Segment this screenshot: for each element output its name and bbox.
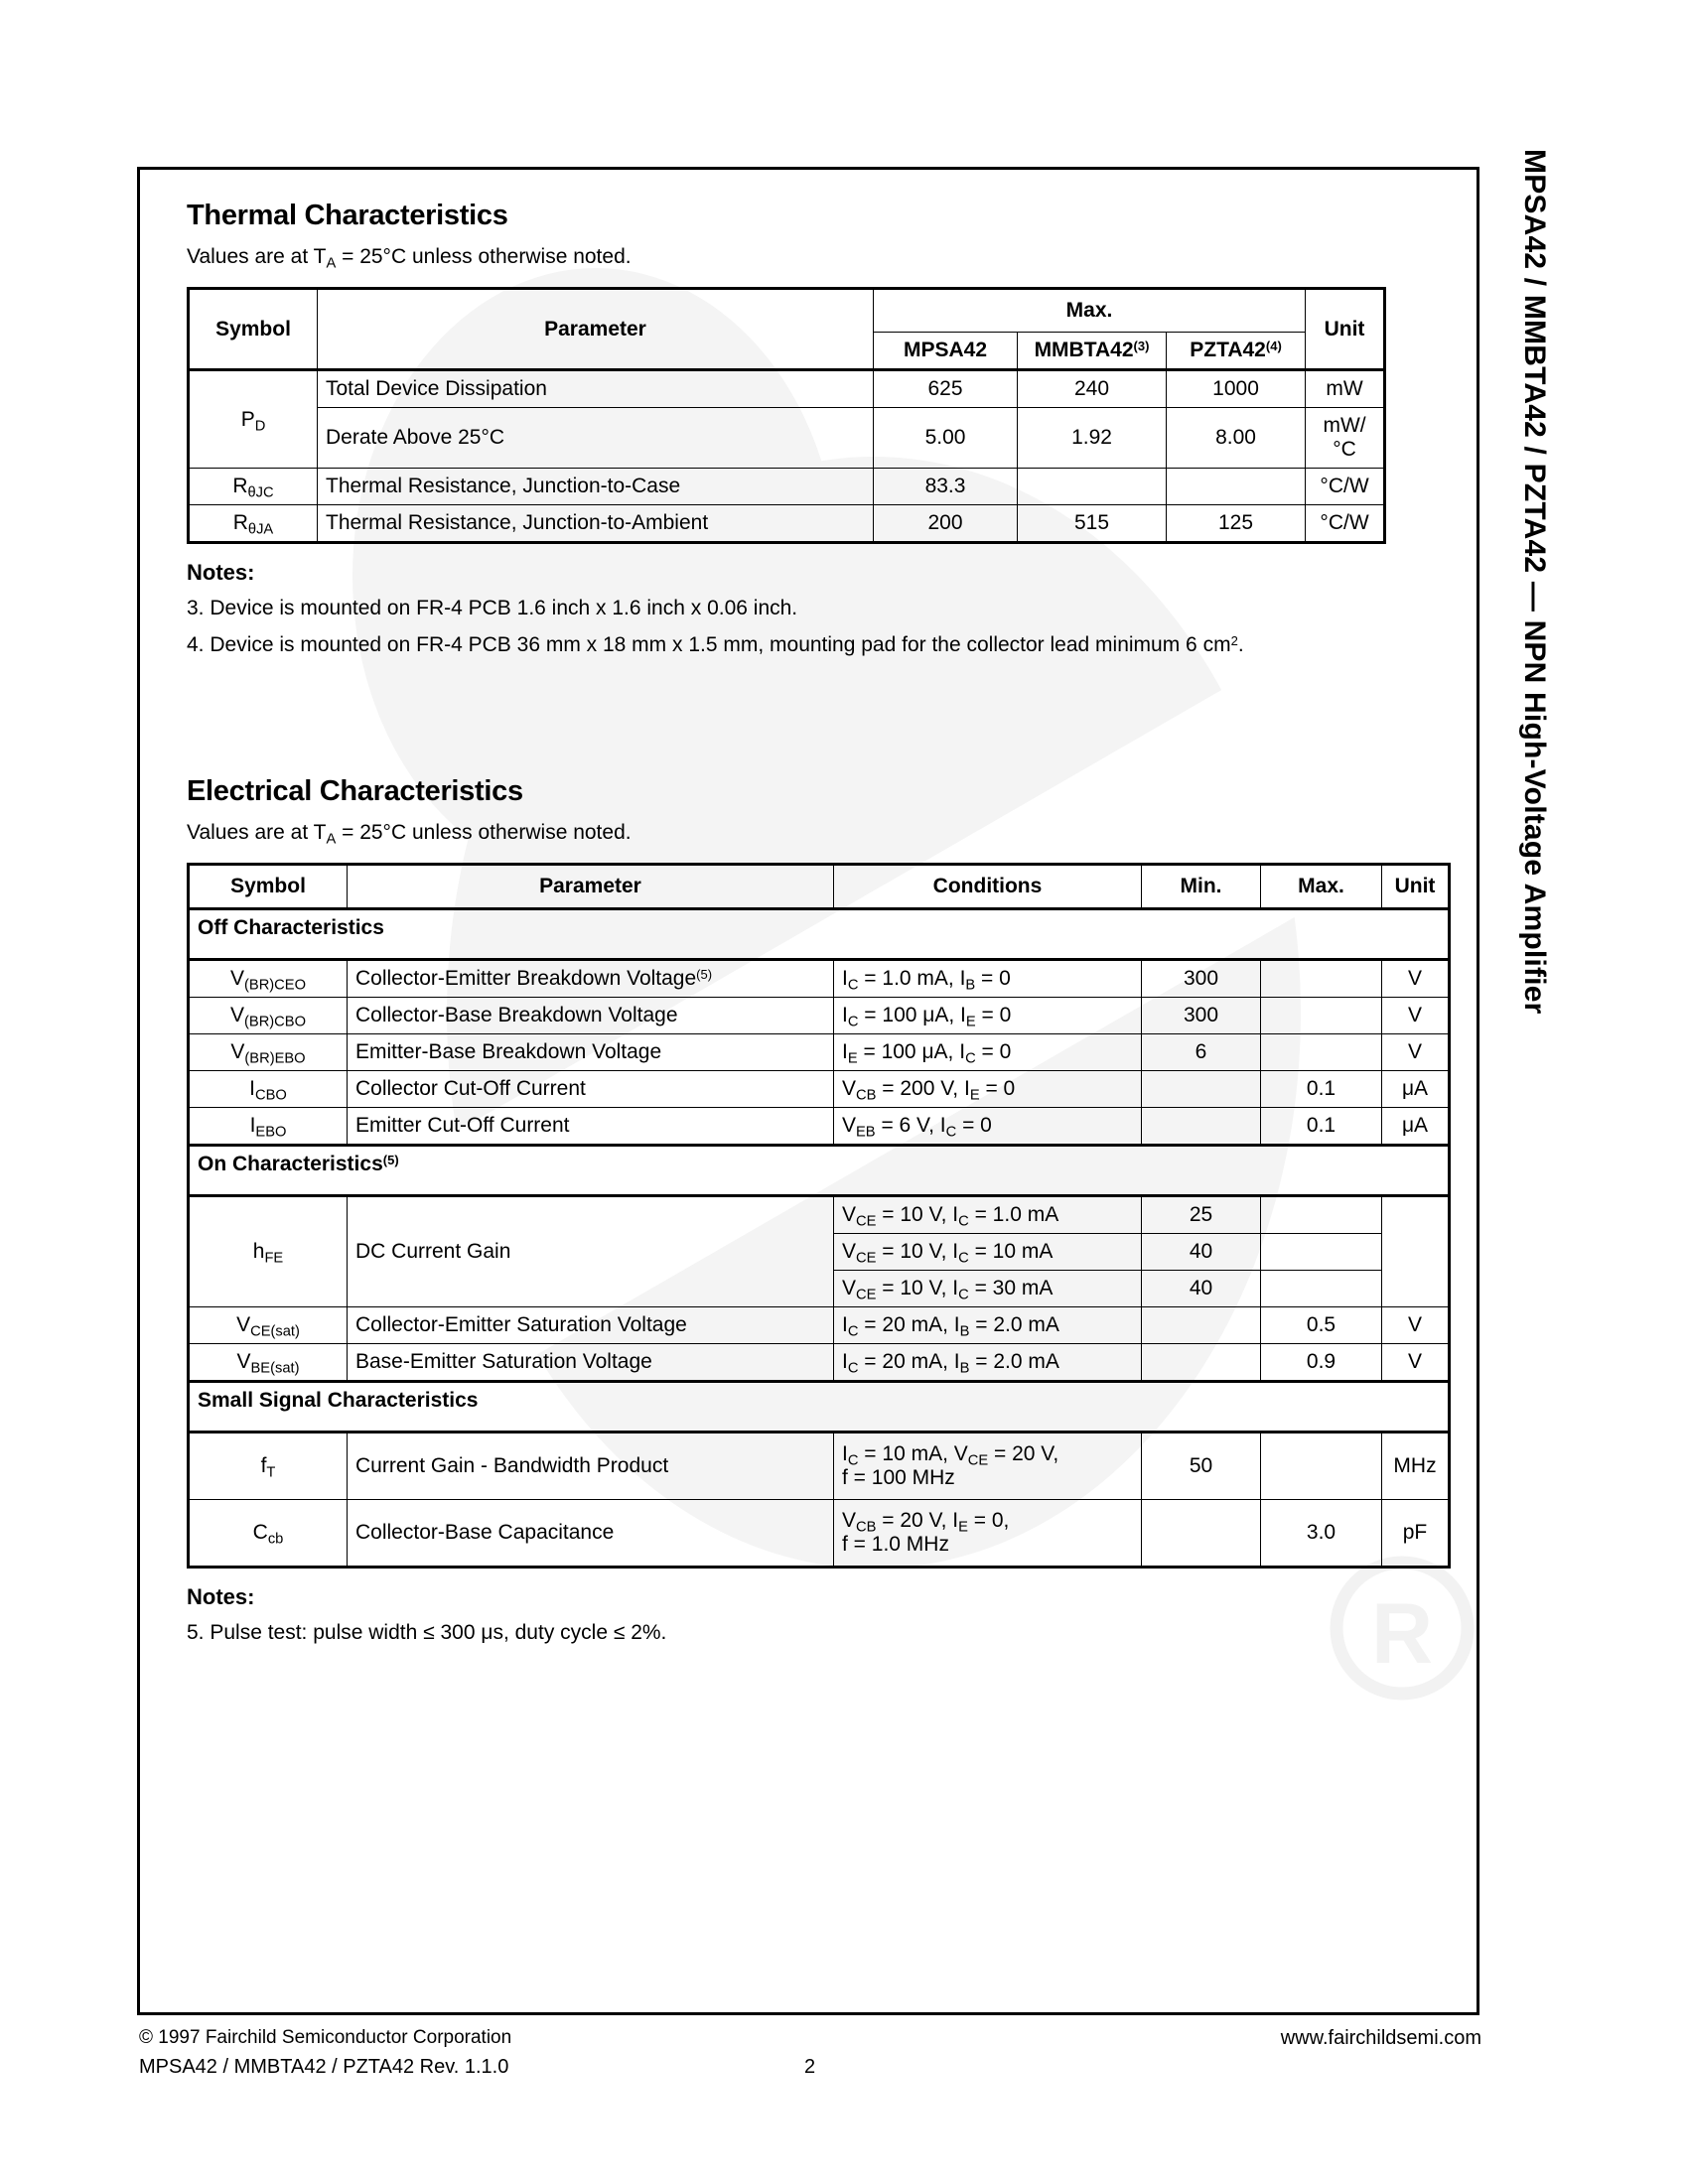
cell-conditions: $V_{CE} = 10$ V, $I_C = 1.0$ mA bbox=[834, 1195, 1142, 1233]
section-header-off: Off Characteristics bbox=[189, 908, 1450, 959]
cell-conditions: $I_C = 20$ mA, $I_B = 2.0$ mA bbox=[834, 1343, 1142, 1381]
col-header-symbol: Symbol bbox=[189, 289, 318, 370]
footer-page-number: 2 bbox=[804, 2056, 816, 2078]
thermal-subtitle: Values are at $T_A = 25^\circ C$ unless otherwise noted. bbox=[187, 245, 632, 272]
col-header-conditions: Conditions bbox=[834, 864, 1142, 908]
datasheet-side-title: MPSA42 / MMBTA42 / PZTA42 — NPN High-Voltage Amplifier bbox=[1518, 149, 1551, 1015]
col-header-max: Max. bbox=[1261, 864, 1382, 908]
note-item: 5. Pulse test: pulse width ≤ 300 μs, duty cycle ≤ 2%. bbox=[187, 1620, 667, 1644]
electrical-notes bbox=[187, 1584, 1447, 1647]
cell-conditions: $V_{EB} = 6$ V, $I_C = 0$ bbox=[834, 1107, 1142, 1145]
thermal-table bbox=[187, 287, 1386, 544]
cell-min: 6 bbox=[1142, 1033, 1261, 1070]
cell-min: 300 bbox=[1142, 959, 1261, 997]
cell-min: 25 bbox=[1142, 1195, 1261, 1233]
table-row bbox=[189, 505, 1385, 543]
cell-parameter: Thermal Resistance, Junction-to-Ambient bbox=[318, 505, 874, 543]
cell-max bbox=[1261, 1432, 1382, 1499]
notes-label: Notes: bbox=[187, 1583, 255, 1609]
cell-mmbta42: 1.92 bbox=[1018, 408, 1167, 469]
cell-conditions: $I_E = 100$ μA, $I_C = 0$ bbox=[834, 1033, 1142, 1070]
cell-symbol: $V_{(BR)EBO}$ bbox=[189, 1033, 348, 1070]
cell-conditions: $V_{CE} = 10$ V, $I_C = 30$ mA bbox=[834, 1270, 1142, 1306]
cell-parameter: DC Current Gain bbox=[348, 1195, 834, 1306]
section-header-on: On Characteristics$^{(5)}$ bbox=[189, 1145, 1450, 1195]
section-header-small-signal: Small Signal Characteristics bbox=[189, 1381, 1450, 1432]
cell-parameter: Collector-Base Breakdown Voltage bbox=[348, 997, 834, 1033]
section-header-row bbox=[189, 1145, 1450, 1195]
footer-copyright: © 1997 Fairchild Semiconductor Corporation bbox=[139, 2027, 512, 2048]
table-row bbox=[189, 1343, 1450, 1381]
table-row bbox=[189, 469, 1385, 505]
cell-max: 0.5 bbox=[1261, 1306, 1382, 1343]
cell-unit: V bbox=[1382, 1306, 1450, 1343]
cell-parameter: Collector Cut-Off Current bbox=[348, 1070, 834, 1107]
table-row bbox=[189, 959, 1450, 997]
note-item: 4. Device is mounted on FR-4 PCB 36 mm x 18 mm x 1.5 mm, mounting pad for the collector lead minimum 6 $cm^2$. bbox=[187, 633, 1244, 657]
cell-parameter: Base-Emitter Saturation Voltage bbox=[348, 1343, 834, 1381]
table-row bbox=[189, 370, 1385, 408]
col-header-parameter: Parameter bbox=[318, 289, 874, 370]
cell-mpsa42: 5.00 bbox=[874, 408, 1018, 469]
section-header-row bbox=[189, 908, 1450, 959]
cell-unit: V bbox=[1382, 959, 1450, 997]
cell-min bbox=[1142, 1070, 1261, 1107]
cell-pzta42: 1000 bbox=[1167, 370, 1306, 408]
cell-pzta42: 125 bbox=[1167, 505, 1306, 543]
col-header-unit: Unit bbox=[1382, 864, 1450, 908]
cell-symbol: $V_{CE(sat)}$ bbox=[189, 1306, 348, 1343]
cell-mmbta42 bbox=[1018, 469, 1167, 505]
cell-symbol: $R_{\theta JC}$ bbox=[189, 469, 318, 505]
cell-min: 50 bbox=[1142, 1432, 1261, 1499]
cell-symbol: $P_D$ bbox=[189, 370, 318, 469]
table-row bbox=[189, 1195, 1450, 1233]
cell-parameter: Total Device Dissipation bbox=[318, 370, 874, 408]
cell-min: 300 bbox=[1142, 997, 1261, 1033]
thermal-header-row bbox=[189, 289, 1385, 333]
electrical-section-title: Electrical Characteristics bbox=[187, 774, 523, 807]
cell-max bbox=[1261, 1270, 1382, 1306]
footer-revision: MPSA42 / MMBTA42 / PZTA42 Rev. 1.1.0 bbox=[139, 2056, 509, 2078]
table-row bbox=[189, 1306, 1450, 1343]
col-header-symbol: Symbol bbox=[189, 864, 348, 908]
cell-unit: mW bbox=[1306, 370, 1385, 408]
electrical-table bbox=[187, 863, 1451, 1569]
cell-min bbox=[1142, 1107, 1261, 1145]
cell-conditions: $I_C = 20$ mA, $I_B = 2.0$ mA bbox=[834, 1306, 1142, 1343]
cell-mpsa42: 83.3 bbox=[874, 469, 1018, 505]
cell-max bbox=[1261, 1033, 1382, 1070]
table-row bbox=[189, 997, 1450, 1033]
cell-parameter: Current Gain - Bandwidth Product bbox=[348, 1432, 834, 1499]
cell-conditions: $V_{CB} = 200$ V, $I_E = 0$ bbox=[834, 1070, 1142, 1107]
cell-max bbox=[1261, 997, 1382, 1033]
table-row bbox=[189, 1033, 1450, 1070]
cell-symbol: $C_{cb}$ bbox=[189, 1499, 348, 1567]
cell-unit: pF bbox=[1382, 1499, 1450, 1567]
svg-text:R: R bbox=[1370, 1586, 1434, 1682]
cell-symbol: $h_{FE}$ bbox=[189, 1195, 348, 1306]
table-row bbox=[189, 1107, 1450, 1145]
cell-symbol: $V_{(BR)CBO}$ bbox=[189, 997, 348, 1033]
cell-conditions: $I_C = 100$ μA, $I_E = 0$ bbox=[834, 997, 1142, 1033]
table-row bbox=[189, 1432, 1450, 1499]
cell-parameter: Collector-Base Capacitance bbox=[348, 1499, 834, 1567]
cell-symbol: $R_{\theta JA}$ bbox=[189, 505, 318, 543]
cell-min bbox=[1142, 1343, 1261, 1381]
page-frame bbox=[137, 167, 1479, 2015]
cell-symbol: $V_{(BR)CEO}$ bbox=[189, 959, 348, 997]
cell-parameter: Emitter Cut-Off Current bbox=[348, 1107, 834, 1145]
col-header-mmbta42: MMBTA42$^{(3)}$ bbox=[1018, 333, 1167, 370]
cell-unit: V bbox=[1382, 1343, 1450, 1381]
cell-unit: V bbox=[1382, 997, 1450, 1033]
col-header-unit: Unit bbox=[1306, 289, 1385, 370]
cell-parameter: Collector-Emitter Saturation Voltage bbox=[348, 1306, 834, 1343]
section-header-row bbox=[189, 1381, 1450, 1432]
cell-parameter: Collector-Emitter Breakdown Voltage$^{(5)}$ bbox=[348, 959, 834, 997]
cell-min: 40 bbox=[1142, 1270, 1261, 1306]
cell-min bbox=[1142, 1499, 1261, 1567]
cell-unit: μA bbox=[1382, 1107, 1450, 1145]
cell-unit: °C/W bbox=[1306, 505, 1385, 543]
cell-conditions: $V_{CB} = 20$ V, $I_E = 0$, f = 1.0 MHz bbox=[834, 1499, 1142, 1567]
notes-label: Notes: bbox=[187, 560, 255, 585]
cell-max: 0.9 bbox=[1261, 1343, 1382, 1381]
cell-mmbta42: 515 bbox=[1018, 505, 1167, 543]
cell-parameter: Thermal Resistance, Junction-to-Case bbox=[318, 469, 874, 505]
cell-unit: °C/W bbox=[1306, 469, 1385, 505]
cell-conditions: $I_C = 10$ mA, $V_{CE} = 20$ V, f = 100 MHz bbox=[834, 1432, 1142, 1499]
table-row bbox=[189, 408, 1385, 469]
cell-max bbox=[1261, 1195, 1382, 1233]
cell-max: 0.1 bbox=[1261, 1070, 1382, 1107]
cell-symbol: $I_{CBO}$ bbox=[189, 1070, 348, 1107]
cell-unit: V bbox=[1382, 1033, 1450, 1070]
electrical-header-row bbox=[189, 864, 1450, 908]
table-row bbox=[189, 1070, 1450, 1107]
cell-unit: MHz bbox=[1382, 1432, 1450, 1499]
cell-parameter: Emitter-Base Breakdown Voltage bbox=[348, 1033, 834, 1070]
cell-symbol: $f_T$ bbox=[189, 1432, 348, 1499]
electrical-subtitle: Values are at $T_A = 25^\circ C$ unless otherwise noted. bbox=[187, 820, 632, 848]
thermal-notes bbox=[187, 560, 1447, 660]
cell-max: 3.0 bbox=[1261, 1499, 1382, 1567]
cell-symbol: $I_{EBO}$ bbox=[189, 1107, 348, 1145]
cell-pzta42 bbox=[1167, 469, 1306, 505]
cell-unit: μA bbox=[1382, 1070, 1450, 1107]
cell-max bbox=[1261, 959, 1382, 997]
cell-conditions: $V_{CE} = 10$ V, $I_C = 10$ mA bbox=[834, 1233, 1142, 1270]
cell-mmbta42: 240 bbox=[1018, 370, 1167, 408]
col-header-pzta42: PZTA42$^{(4)}$ bbox=[1167, 333, 1306, 370]
cell-parameter: Derate Above 25°C bbox=[318, 408, 874, 469]
cell-mpsa42: 625 bbox=[874, 370, 1018, 408]
cell-min: 40 bbox=[1142, 1233, 1261, 1270]
col-header-mpsa42: MPSA42 bbox=[874, 333, 1018, 370]
cell-max bbox=[1261, 1233, 1382, 1270]
note-item: 3. Device is mounted on FR-4 PCB 1.6 inch x 1.6 inch x 0.06 inch. bbox=[187, 597, 798, 619]
cell-conditions: $I_C = 1.0$ mA, $I_B = 0$ bbox=[834, 959, 1142, 997]
cell-unit bbox=[1382, 1195, 1450, 1306]
cell-symbol: $V_{BE(sat)}$ bbox=[189, 1343, 348, 1381]
col-header-parameter: Parameter bbox=[348, 864, 834, 908]
col-header-min: Min. bbox=[1142, 864, 1261, 908]
cell-unit: mW/°C bbox=[1306, 408, 1385, 469]
cell-pzta42: 8.00 bbox=[1167, 408, 1306, 469]
cell-max: 0.1 bbox=[1261, 1107, 1382, 1145]
footer-website: www.fairchildsemi.com bbox=[1280, 2027, 1481, 2049]
col-header-max-group: Max. bbox=[874, 289, 1306, 333]
cell-mpsa42: 200 bbox=[874, 505, 1018, 543]
thermal-section-title: Thermal Characteristics bbox=[187, 200, 508, 231]
cell-min bbox=[1142, 1306, 1261, 1343]
table-row bbox=[189, 1499, 1450, 1567]
